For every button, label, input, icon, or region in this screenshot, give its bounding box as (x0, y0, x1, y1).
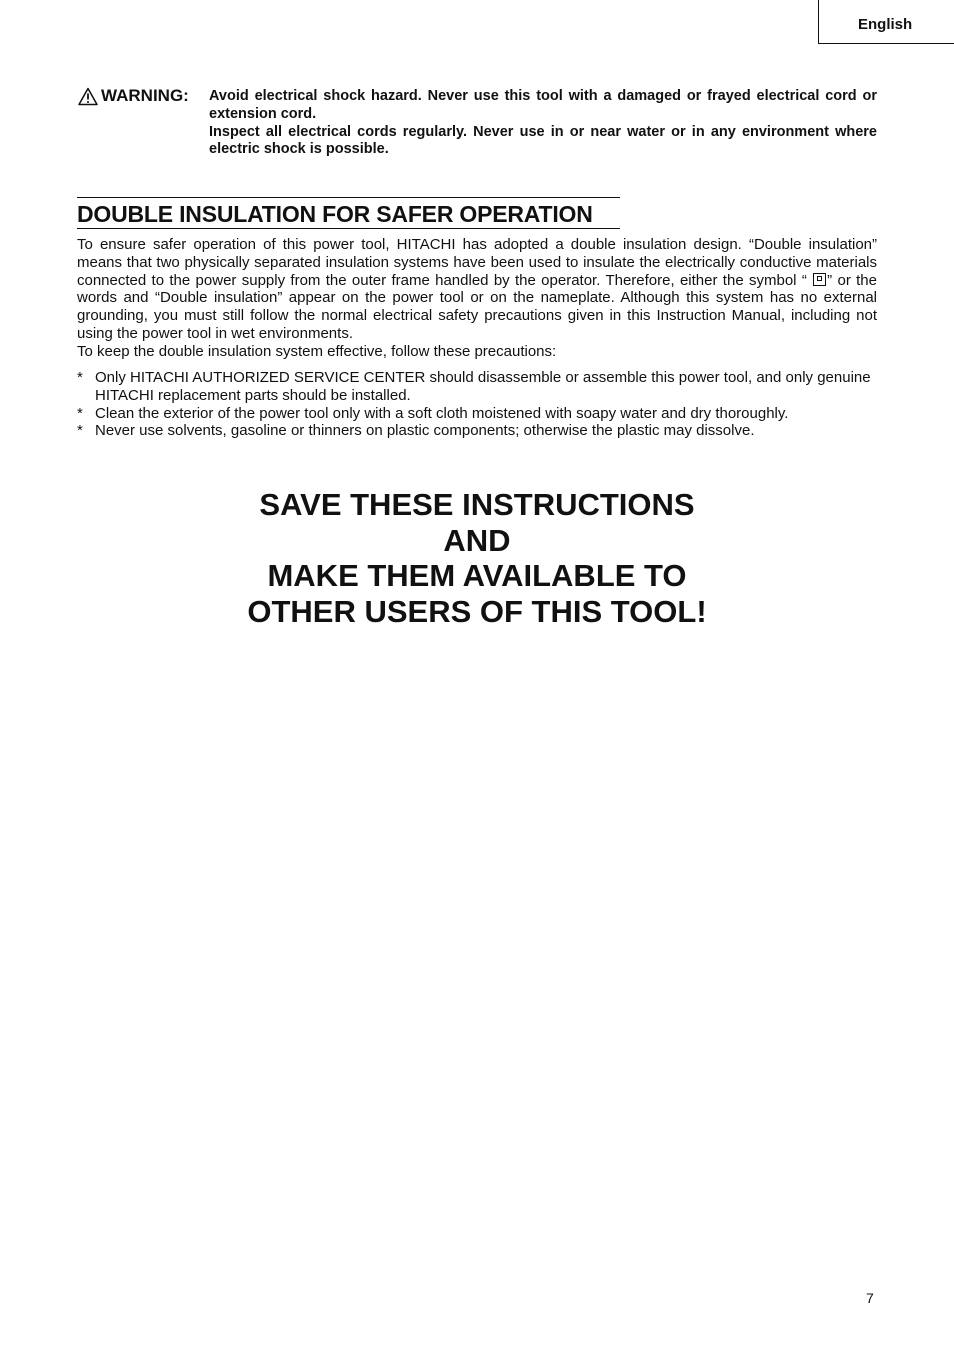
bullet-marker: * (77, 404, 83, 422)
section-title: DOUBLE INSULATION FOR SAFER OPERATION (77, 201, 593, 227)
paragraph-1-end: ” or the words and “Double insulation” appear on the power tool or on the nameplate. Although this system has no external grounding, you must still follow the normal electrical safety precautions given in this Instruction Manual, including not using the power tool in wet environments. (77, 271, 877, 342)
list-item (77, 422, 877, 440)
paragraph-2: To keep the double insulation system effective, follow these precautions: (77, 342, 557, 360)
section-heading (77, 197, 620, 229)
save-instructions-notice (0, 487, 954, 629)
save-line-1: SAVE THESE INSTRUCTIONS (259, 487, 695, 522)
paragraph-1-start: To ensure safer operation of this power tool, HITACHI has adopted a double insulation design. “Double insulation” means that two physically separated insulation systems have been used to insulate the electrically conductive materials connected to the power supply from the outer frame handled by the operator. Therefore, either the symbol “ (77, 236, 877, 289)
bullet-marker: * (77, 422, 83, 440)
language-tab (818, 0, 954, 44)
double-insulation-icon (813, 273, 826, 286)
save-line-3: MAKE THEM AVAILABLE TO (267, 558, 687, 593)
language-label: English (858, 16, 913, 33)
bullet-marker: * (77, 369, 83, 386)
list-item (77, 405, 877, 423)
warning-heading (78, 86, 189, 106)
page-number: 7 (866, 1290, 874, 1306)
save-line-2: AND (443, 522, 511, 558)
list-item-text: Clean the exterior of the power tool only with a soft cloth moistened with soapy water and dry thoroughly. (95, 404, 789, 422)
save-line-4: OTHER USERS OF THIS TOOL! (247, 593, 707, 629)
list-item-text: Never use solvents, gasoline or thinners on plastic components; otherwise the plastic may dissolve. (95, 422, 755, 440)
paragraph-1 (77, 236, 877, 343)
warning-text (209, 88, 877, 159)
section-body (77, 236, 877, 361)
warning-line-2: Inspect all electrical cords regularly. Never use in or near water or in any environment where electric shock is possible. (209, 123, 877, 158)
warning-line-1: Avoid electrical shock hazard. Never use this tool with a damaged or frayed electrical cord or extension cord. (209, 88, 877, 122)
warning-label: WARNING: (101, 86, 189, 105)
warning-triangle-icon (78, 87, 98, 106)
list-item-text: Only HITACHI AUTHORIZED SERVICE CENTER should disassemble or assemble this power tool, and only genuine HITACHI replacement parts should be installed. (95, 369, 871, 404)
precautions-list (77, 369, 877, 440)
list-item (77, 369, 877, 405)
